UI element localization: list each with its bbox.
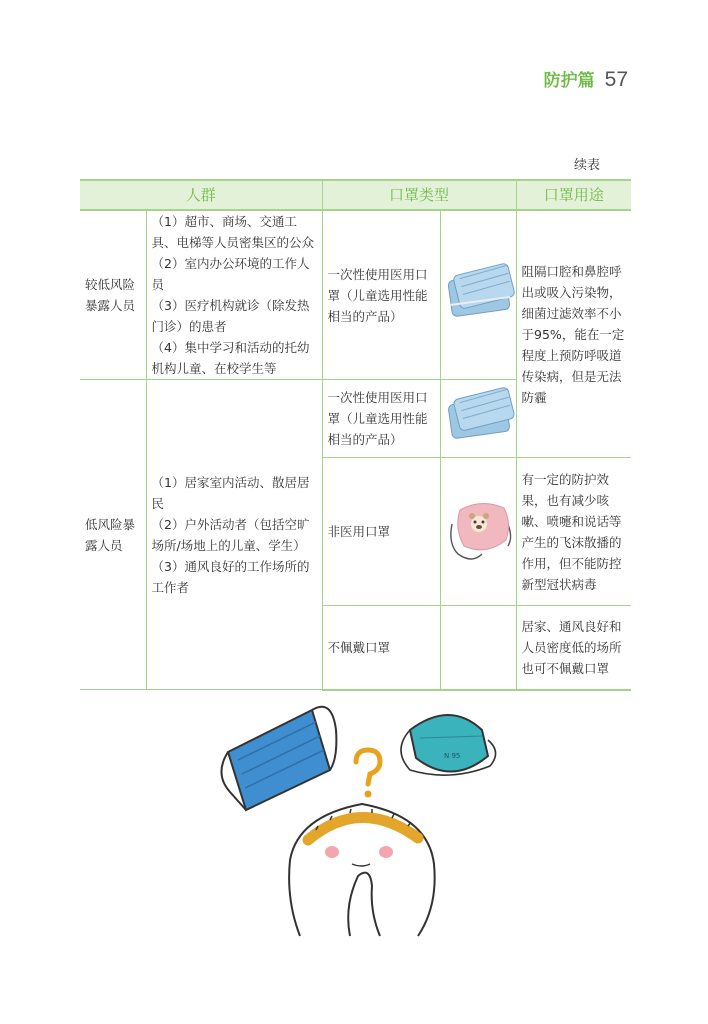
svg-text:N 95: N 95 xyxy=(444,752,461,760)
n95-mask-drawing xyxy=(401,715,496,775)
empty-photo-cell xyxy=(440,606,516,690)
mask-type-nonmedical: 非医用口罩 xyxy=(322,458,440,606)
mask-type-none: 不佩戴口罩 xyxy=(322,606,440,690)
protection-table xyxy=(80,179,631,691)
cartoon-illustration xyxy=(220,700,510,940)
nonmedical-mask-photo-cell xyxy=(440,458,516,606)
list-item: （2）室内办公环境的工作人员 xyxy=(151,256,310,292)
surgical-mask-drawing xyxy=(221,707,336,810)
question-mark-icon xyxy=(356,750,380,798)
table-header-row xyxy=(80,180,631,210)
list-item: （2）户外活动者（包括空旷场所/场地上的儿童、学生） xyxy=(151,516,310,553)
people-list-lower-risk xyxy=(146,210,322,380)
mask-use-nonmedical: 有一定的防护效果，也有减少咳嗽、喷嚏和说话等产生的飞沫散播的作用，但不能防控新型冠状病毒 xyxy=(516,458,631,606)
mask-use-medical: 阻隔口腔和鼻腔呼出或吸入污染物，细菌过滤效率不小于95%，能在一定程度上预防呼吸道传染病，但是无法防霾 xyxy=(516,210,631,458)
mask-type-medical: 一次性使用医用口罩（儿童选用性能相当的产品） xyxy=(322,210,440,380)
group-label-lower-risk: 较低风险暴露人员 xyxy=(80,210,146,380)
people-list-low-risk xyxy=(146,380,322,690)
list-item: （1）超市、商场、交通工具、电梯等人员密集区的公众 xyxy=(151,214,315,250)
list-item: （1）居家室内活动、散居居民 xyxy=(151,474,310,511)
table-row xyxy=(80,210,631,380)
page-header xyxy=(544,66,628,92)
list-item: （3）通风良好的工作场所的工作者 xyxy=(151,558,310,595)
list-item: （3）医疗机构就诊（除发热门诊）的患者 xyxy=(151,298,310,334)
medical-mask-image xyxy=(446,387,516,445)
mask-type-medical-2: 一次性使用医用口罩（儿童选用性能相当的产品） xyxy=(322,380,440,458)
header-mask-type: 口罩类型 xyxy=(322,180,516,210)
medical-mask-photo-cell xyxy=(440,210,516,380)
group-label-low-risk: 低风险暴露人员 xyxy=(80,380,146,690)
cartoon-mask-image xyxy=(446,484,516,574)
character-drawing xyxy=(289,804,435,936)
continued-label: 续表 xyxy=(574,158,601,173)
page-number: 57 xyxy=(604,68,628,91)
list-item: （4）集中学习和活动的托幼机构儿童、在校学生等 xyxy=(151,340,310,376)
section-title: 防护篇 xyxy=(543,71,595,91)
medical-mask-photo-cell xyxy=(440,380,516,458)
medical-mask-image xyxy=(446,261,516,323)
header-people: 人群 xyxy=(80,180,322,210)
header-mask-use: 口罩用途 xyxy=(516,180,631,210)
mask-use-none: 居家、通风良好和人员密度低的场所也可不佩戴口罩 xyxy=(516,606,631,690)
